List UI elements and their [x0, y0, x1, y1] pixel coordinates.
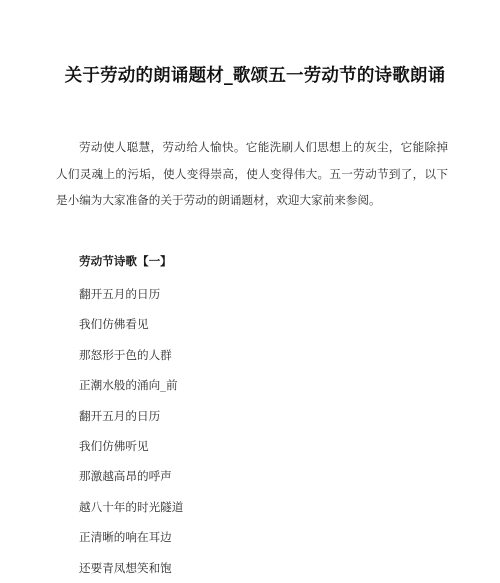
- section-heading: 劳动节诗歌【一】: [79, 254, 172, 268]
- poem: [79, 279, 183, 583]
- poem-line: 越八十年的时光隧道: [79, 499, 184, 514]
- poem-line: 翻开五月的日历: [79, 408, 161, 423]
- poem-line: 我们仿佛看见: [79, 317, 149, 332]
- poem-line: 我们仿佛听见: [79, 438, 149, 453]
- poem-line: 正清晰的响在耳边: [79, 530, 172, 545]
- poem-line: 那激越高昂的呼声: [79, 469, 172, 484]
- poem-line: 还要青凤想笑和饱: [79, 560, 172, 575]
- poem-line: 翻开五月的日历: [79, 287, 161, 301]
- article-title: 关于劳动的朗诵题材_歌颂五一劳动节的诗歌朗诵: [64, 66, 446, 86]
- poem-line: 正潮水般的涌向_前: [79, 378, 178, 393]
- poem-line: 那怒形于色的人群: [79, 347, 172, 362]
- intro-paragraph: 劳动使人聪慧，劳动给人愉快。它能洗刷人们思想上的灰尘，它能除掉人们灵魂上的污垢，使人变得崇高，使人变得伟大。五一劳动节到了，以下是小编为大家准备的关于劳动的朗诵题材，欢迎大家前来参阅。: [56, 140, 448, 207]
